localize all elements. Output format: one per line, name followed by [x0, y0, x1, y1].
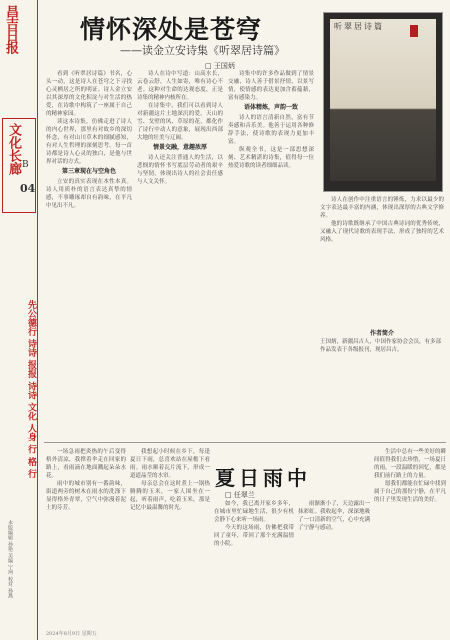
article-2-column-3 — [214, 500, 294, 636]
paragraph: 看到《听翠居诗篇》书名，心头一动，这是诗人在苍穹之下寻找心灵栖居之所的明证。诗人金立安以其深厚的文化积淀与对生活的热爱，在诗歌中构筑了一座属于自己的精神家园。 — [46, 71, 132, 117]
masthead-logo — [3, 5, 37, 63]
article-2-column-2 — [130, 448, 210, 636]
paragraph: 纵观全书，这是一部思想深刻、艺术精湛的诗集，值得每一位热爱诗歌的读者细细品读。 — [228, 147, 314, 169]
article-column-2 — [137, 70, 223, 435]
sidebar — [0, 0, 38, 640]
paragraph: 他的诗歌既继承了中国古典诗词的优秀传统，又融入了现代诗歌的表现手法，形成了独特的艺术风格。 — [320, 221, 444, 243]
paragraph: 我想起小时候在乡下，每逢夏日下雨，总喜欢站在屋檐下看雨。雨水顺着瓦片流下，形成一道道晶莹的水帘。 — [130, 449, 210, 479]
paragraph: 如今，我已离开家乡多年，在城市里忙碌地生活，很少有机会静下心来听一场雨。 — [214, 501, 294, 523]
book-cover-image — [323, 12, 443, 192]
paragraph: 母亲总会在这时煮上一锅热腾腾的玉米，一家人围坐在一起，听着雨声，吃着玉米，那是记忆中最温馨的时光。 — [130, 481, 210, 511]
paragraph: 今天的这场雨，仿佛把我带回了童年，带回了那个充满温情的小院。 — [214, 525, 294, 547]
seal-stamp-icon — [410, 25, 418, 37]
sidebar-slogan: 先公德行 诗诗 报报 诗诗 文化 人身 行 格 行 — [26, 300, 36, 479]
author-bio-text: 王国炳，新疆昌吉人，中国作家协会会员，有多部作品发表于各级报刊，现居昌吉。 — [320, 339, 442, 353]
paragraph: 诗人在诗中写道：山高水长，云卷云舒，人生如寄，唯有诗心不老。这种对生命的达观态度，正是诗集的精神内核所在。 — [137, 71, 223, 101]
paragraph: 愿我们都能在忙碌中找到属于自己的那份宁静，在平凡的日子里发现生活的美好。 — [374, 481, 446, 503]
paragraph: 诗集中的许多作品做到了情景交融，诗人善于借景抒情，以景写情，使情感的表达更加含蓄蕴藉，富有感染力。 — [228, 71, 314, 101]
article-subheading: 语体精炼，声韵一致 — [243, 104, 298, 111]
section-header-box — [2, 118, 36, 213]
article-2-title: 夏日雨中 — [215, 466, 311, 490]
article-subheading: 第三章现在与空角色 — [61, 168, 116, 175]
paragraph: 雨中的城市别有一番韵味，街道两旁的树木在雨水的洗涤下显得格外青翠，空气中弥漫着泥土的芬芳。 — [46, 481, 126, 511]
paragraph: 雨渐渐小了，天边露出一抹彩虹。我收起伞，深深地吸了一口清新的空气，心中充满了宁静与感动。 — [298, 501, 370, 531]
article-column-1 — [46, 70, 132, 435]
article-column-3 — [228, 70, 314, 435]
paragraph: 立安的真实表现在本性本真。诗人用质朴的语言表达真挚的情感，不事雕琢却自有韵味，在平凡中见出不凡。 — [46, 179, 132, 209]
section-divider — [44, 442, 446, 443]
book-cover-artwork — [330, 19, 436, 181]
page-date: 2024年8月9日 星期五 — [46, 631, 97, 637]
paragraph: 一场急雨把炎热的午后变得格外清凉，我撑着伞走在回家的路上，看雨滴在地面溅起朵朵水花。 — [46, 449, 126, 479]
paragraph: 生活中总有一些美好的瞬间值得我们去珍惜，一场夏日的雨，一段温暖的回忆，都是我们前行路上的力量。 — [374, 449, 446, 479]
section-letter: B — [22, 160, 29, 170]
article-2-author: □ 任翠兰 — [225, 491, 255, 499]
paragraph: 读这本诗集，仿佛走进了诗人的内心世界，那里有对故乡的深切怀念，有对山川草木的细腻感知，有对人生哲理的深刻思考。每一首诗都是诗人心灵的独白，是他与世界对话的方式。 — [46, 119, 132, 165]
book-cover-title: 听翠居诗篇 — [334, 22, 384, 31]
article-title: 情怀深处是苍穹 — [80, 15, 263, 44]
author-bio-box — [320, 330, 444, 430]
paragraph: 诗人的语言清新自然，富有节奏感和音乐美。他善于运用各种修辞手法，使诗歌的表现力更加丰富。 — [228, 115, 314, 145]
article-2-column-4 — [298, 500, 370, 636]
section-number: 04 — [20, 182, 36, 195]
article-2-column-1 — [46, 448, 126, 636]
author-bio-title: 作者简介 — [369, 330, 394, 337]
article-subtitle: ——读金立安诗集《听翠居诗篇》 — [120, 44, 285, 57]
paragraph: 诗人还关注普通人的生活，以悲悯的情怀书写底层劳动者的艰辛与坚韧，体现出诗人的社会责任感与人文关怀。 — [137, 155, 223, 185]
masthead-text: 昌吉日报 — [3, 5, 18, 53]
section-name: 文化长廊 — [6, 123, 21, 175]
article-subheading: 情景交融，意趣浓厚 — [152, 144, 207, 151]
paragraph: 诗人在创作中注重语言的锤炼，力求以最少的文字表达最丰富的内涵，体现出深厚的古典文学修养。 — [320, 197, 444, 219]
sidebar-editor-credits: 本版编辑 孙艳 美编 宁珂 校对 孙燕 — [7, 520, 13, 598]
article-2-column-5 — [374, 448, 446, 636]
paragraph: 在诗集中，我们可以看到诗人对新疆这片土地深沉的爱。天山的雪、戈壁的风、草原的花，都化作了诗行中动人的意象，展现出西部大地的壮美与辽阔。 — [137, 103, 223, 141]
article-author: □ 王国炳 — [205, 62, 235, 70]
